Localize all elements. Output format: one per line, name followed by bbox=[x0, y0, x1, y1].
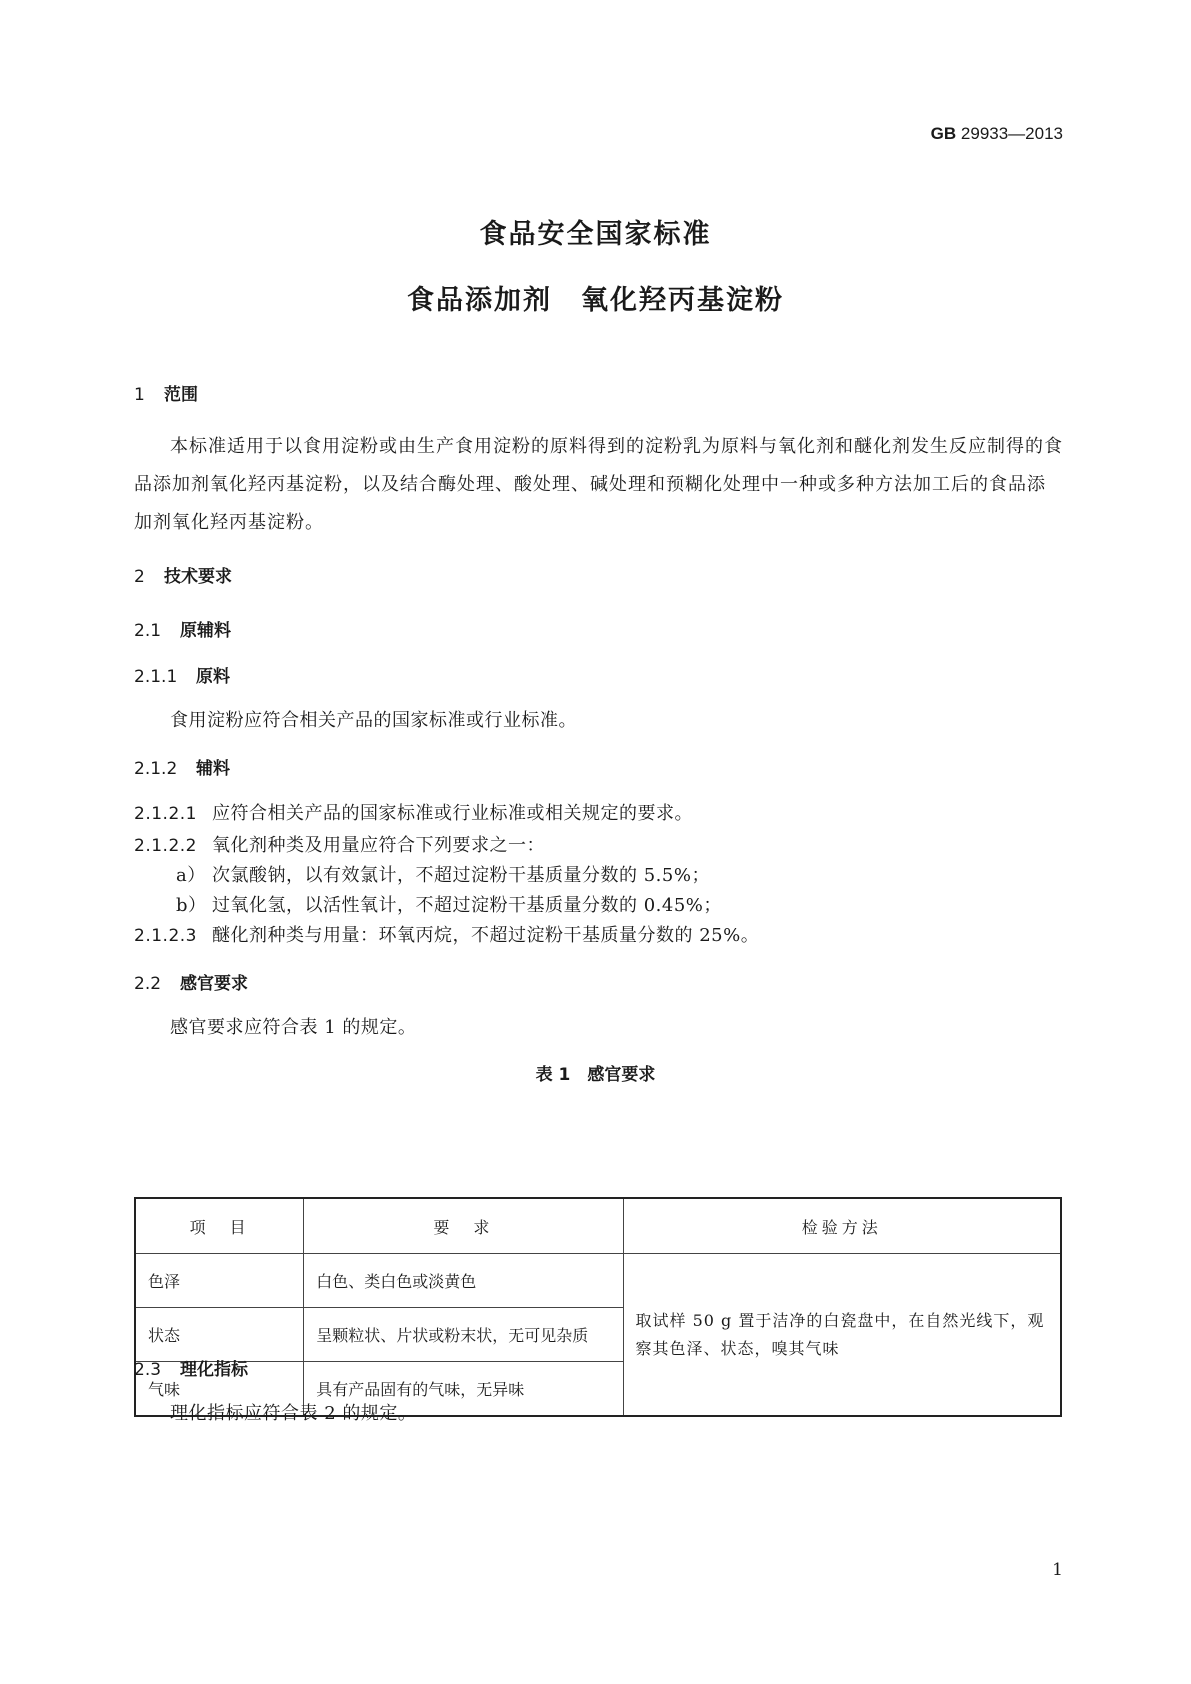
section-2-3-heading bbox=[134, 1355, 248, 1380]
section-title: 技术要求 bbox=[164, 567, 232, 587]
doc-title-main: 食品安全国家标准 bbox=[479, 219, 712, 250]
list-label: b） bbox=[176, 895, 207, 916]
table-header-cell: 要 求 bbox=[304, 1198, 623, 1254]
section-2-heading bbox=[134, 562, 232, 587]
section-2-2-body: 感官要求应符合表 1 的规定。 bbox=[170, 1017, 417, 1038]
clause-text: 氧化剂种类及用量应符合下列要求之一： bbox=[212, 835, 545, 856]
clause-number: 2.1.2.3 bbox=[134, 926, 197, 946]
clause-number: 2.1.2.1 bbox=[134, 804, 197, 824]
table-1 bbox=[134, 1197, 1062, 1417]
table-header-row bbox=[135, 1198, 1061, 1254]
clause-text: 醚化剂种类与用量：环氧丙烷，不超过淀粉干基质量分数的 25%。 bbox=[212, 925, 760, 946]
table-cell-item: 色泽 bbox=[135, 1254, 304, 1308]
clause-2-1-2-2 bbox=[134, 831, 545, 857]
table-cell-item: 气味 bbox=[135, 1362, 304, 1417]
section-title: 理化指标 bbox=[180, 1360, 248, 1380]
table-cell-requirement: 具有产品固有的气味，无异味 bbox=[304, 1362, 623, 1417]
section-title: 感官要求 bbox=[180, 974, 248, 994]
section-2-1-1-heading bbox=[134, 662, 230, 687]
clause-number: 2.1.2.2 bbox=[134, 836, 197, 856]
table-1-caption: 表 1 感官要求 bbox=[535, 1065, 656, 1085]
doc-title-sub: 食品添加剂 氧化羟丙基淀粉 bbox=[407, 285, 784, 316]
section-title: 辅料 bbox=[196, 759, 230, 779]
page-number: 1 bbox=[1052, 1560, 1063, 1580]
clause-text: 应符合相关产品的国家标准或行业标准或相关规定的要求。 bbox=[212, 803, 693, 824]
section-number: 1 bbox=[134, 385, 145, 405]
table-cell-requirement: 呈颗粒状、片状或粉末状，无可见杂质 bbox=[304, 1308, 623, 1362]
table-row bbox=[135, 1254, 1061, 1308]
table-header-cell: 检验方法 bbox=[623, 1198, 1061, 1254]
section-1-body: 本标准适用于以食用淀粉或由生产食用淀粉的原料得到的淀粉乳为原料与氧化剂和醚化剂发生反应制得的食品添加剂氧化羟丙基淀粉，以及结合酶处理、酸处理、碱处理和预糊化处理中一种或多种方法加工后的食品添加剂氧化羟丙基淀粉。 bbox=[134, 436, 1063, 533]
section-2-2-heading bbox=[134, 969, 248, 994]
section-2-1-2-heading bbox=[134, 754, 230, 779]
section-title: 原辅料 bbox=[180, 621, 231, 641]
table-cell-requirement: 白色、类白色或淡黄色 bbox=[304, 1254, 623, 1308]
clause-2-1-2-1 bbox=[134, 799, 693, 825]
section-2-1-heading bbox=[134, 616, 231, 641]
section-number: 2.1 bbox=[134, 621, 162, 641]
section-2-3-body: 理化指标应符合表 2 的规定。 bbox=[170, 1403, 417, 1424]
section-title: 范围 bbox=[164, 385, 198, 405]
standard-code: 29933—2013 bbox=[960, 124, 1063, 143]
section-number: 2 bbox=[134, 567, 145, 587]
table-cell-method: 取试样 50 g 置于洁净的白瓷盘中，在自然光线下，观察其色泽、状态，嗅其气味 bbox=[623, 1254, 1061, 1417]
section-1-heading bbox=[134, 380, 198, 405]
section-number: 2.1.2 bbox=[134, 759, 178, 779]
section-2-1-1-body: 食用淀粉应符合相关产品的国家标准或行业标准。 bbox=[170, 710, 577, 731]
section-number: 2.3 bbox=[134, 1360, 162, 1380]
standard-prefix: GB bbox=[930, 124, 957, 143]
table-cell-item: 状态 bbox=[135, 1308, 304, 1362]
table-header-cell: 项 目 bbox=[135, 1198, 304, 1254]
list-item-a bbox=[176, 861, 710, 887]
section-title: 原料 bbox=[196, 667, 230, 687]
list-text: 次氯酸钠，以有效氯计，不超过淀粉干基质量分数的 5.5%； bbox=[212, 865, 710, 886]
list-text: 过氧化氢，以活性氧计，不超过淀粉干基质量分数的 0.45%； bbox=[212, 895, 722, 916]
section-number: 2.1.1 bbox=[134, 667, 178, 687]
list-label: a） bbox=[176, 865, 206, 886]
list-item-b bbox=[176, 891, 722, 917]
clause-2-1-2-3 bbox=[134, 921, 759, 947]
section-number: 2.2 bbox=[134, 974, 162, 994]
standard-number bbox=[931, 124, 1063, 144]
